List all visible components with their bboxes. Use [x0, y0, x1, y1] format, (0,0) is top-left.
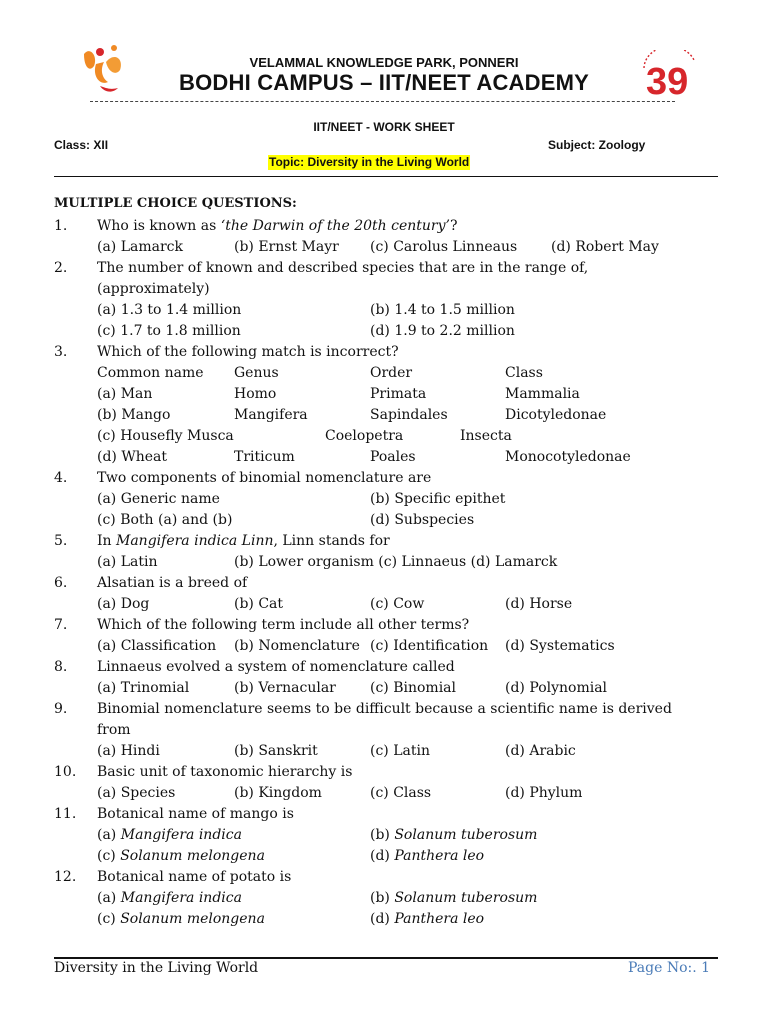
- table-cell: Poales: [370, 449, 416, 465]
- table-cell: Monocotyledonae: [505, 449, 631, 465]
- option-d: (d) Subspecies: [370, 512, 475, 528]
- option-a: (a) 1.3 to 1.4 million: [97, 302, 242, 318]
- option-d: (d) Panthera leo: [370, 848, 485, 864]
- question-number: 11.: [54, 806, 77, 822]
- table-cell: Coelopetra: [325, 428, 404, 444]
- question-text: The number of known and described species that are in the range of,: [97, 260, 589, 276]
- table-cell: (b) Mango: [97, 407, 171, 423]
- question-text: Alsatian is a breed of: [97, 575, 248, 591]
- question-number: 3.: [54, 344, 68, 360]
- option-c: (c) Solanum melongena: [97, 911, 265, 927]
- option-c: (c) Carolus Linneaus: [370, 239, 518, 255]
- option-d: (d) Systematics: [505, 638, 615, 654]
- option-d: (d) Phylum: [505, 785, 583, 801]
- option-d: (d) Horse: [505, 596, 573, 612]
- campus-name: BODHI CAMPUS – IIT/NEET ACADEMY: [179, 70, 589, 95]
- subject-label: Subject: Zoology: [548, 138, 646, 152]
- question-number: 6.: [54, 575, 68, 591]
- option-a: (a) Generic name: [97, 491, 220, 507]
- table-cell: Homo: [234, 386, 277, 402]
- table-header-cell: Class: [505, 365, 543, 381]
- table-cell: (a) Man: [97, 386, 153, 402]
- header-divider: [90, 101, 675, 102]
- header-rule: [54, 176, 718, 177]
- question-number: 4.: [54, 470, 68, 486]
- option-a: (a) Lamarck: [97, 239, 184, 255]
- table-cell: Dicotyledonae: [505, 407, 607, 423]
- option-c: (c) Class: [370, 785, 432, 801]
- option-a: (a) Dog: [97, 596, 150, 612]
- option-b: (b) Specific epithet: [370, 491, 506, 507]
- option-b: (b) Nomenclature: [234, 638, 360, 654]
- option-b: (b) Sanskrit: [234, 743, 318, 759]
- question-number: 8.: [54, 659, 68, 675]
- question-text: In Mangifera indica Linn, Linn stands for: [97, 533, 390, 549]
- option-d: (d) Robert May: [551, 239, 659, 255]
- option-b: (b) Solanum tuberosum: [370, 827, 538, 843]
- table-cell: (c) Housefly Musca: [97, 428, 234, 444]
- question-number: 10.: [54, 764, 77, 780]
- option-b: (b) Kingdom: [234, 785, 322, 801]
- table-header-cell: Order: [370, 365, 413, 381]
- option-c: (c) 1.7 to 1.8 million: [97, 323, 241, 339]
- option-a: (a) Mangifera indica: [97, 827, 242, 843]
- question-text: Linnaeus evolved a system of nomenclature called: [97, 659, 455, 675]
- option-b: (b) Cat: [234, 596, 284, 612]
- option-d: (d) Arabic: [505, 743, 576, 759]
- section-title: MULTIPLE CHOICE QUESTIONS:: [54, 196, 297, 211]
- question-text: Who is known as ‘the Darwin of the 20th century’?: [97, 218, 458, 234]
- question-number: 2.: [54, 260, 68, 276]
- worksheet-title: IIT/NEET - WORK SHEET: [313, 120, 455, 134]
- logo-badge-number: 39: [646, 61, 689, 100]
- option-a: (a) Species: [97, 785, 176, 801]
- option-a: (a) Trinomial: [97, 680, 190, 696]
- table-header-cell: Genus: [234, 365, 279, 381]
- option-c: (c) Solanum melongena: [97, 848, 265, 864]
- class-label: Class: XII: [54, 138, 109, 152]
- option-b-c-d: (b) Lower organism (c) Linnaeus (d) Lamarck: [234, 554, 558, 570]
- option-a: (a) Latin: [97, 554, 158, 570]
- option-c: (c) Both (a) and (b): [97, 512, 233, 528]
- table-cell: Mammalia: [505, 386, 580, 402]
- page-number: Page No:. 1: [628, 960, 711, 976]
- question-text: Basic unit of taxonomic hierarchy is: [97, 764, 353, 780]
- school-name: VELAMMAL KNOWLEDGE PARK, PONNERI: [249, 55, 519, 70]
- topic-label: Topic: Diversity in the Living World: [269, 155, 470, 169]
- question-text-continued: from: [97, 722, 131, 738]
- option-a: (a) Mangifera indica: [97, 890, 242, 906]
- question-number: 5.: [54, 533, 68, 549]
- table-cell: (d) Wheat: [97, 449, 167, 465]
- option-d: (d) 1.9 to 2.2 million: [370, 323, 515, 339]
- question-text: Which of the following match is incorrect?: [97, 344, 399, 360]
- option-d: (d) Polynomial: [505, 680, 608, 696]
- table-cell: Insecta: [460, 428, 512, 444]
- option-c: (c) Cow: [370, 596, 425, 612]
- table-header-cell: Common name: [97, 365, 204, 381]
- option-b: (b) Ernst Mayr: [234, 239, 339, 255]
- question-number: 7.: [54, 617, 68, 633]
- table-cell: Triticum: [234, 449, 295, 465]
- table-cell: Sapindales: [370, 407, 448, 423]
- option-c: (c) Latin: [370, 743, 430, 759]
- question-text: Two components of binomial nomenclature are: [97, 470, 432, 486]
- question-text: Botanical name of mango is: [97, 806, 294, 822]
- option-c: (c) Binomial: [370, 680, 457, 696]
- option-d: (d) Panthera leo: [370, 911, 485, 927]
- option-b: (b) 1.4 to 1.5 million: [370, 302, 515, 318]
- option-b: (b) Vernacular: [234, 680, 336, 696]
- question-text: Botanical name of potato is: [97, 869, 292, 885]
- footer-rule: [54, 957, 718, 959]
- option-a: (a) Hindi: [97, 743, 160, 759]
- question-text-continued: (approximately): [97, 281, 210, 297]
- question-text: Which of the following term include all other terms?: [97, 617, 470, 633]
- option-b: (b) Solanum tuberosum: [370, 890, 538, 906]
- option-c: (c) Identification: [370, 638, 489, 654]
- question-number: 9.: [54, 701, 68, 717]
- table-cell: Primata: [370, 386, 427, 402]
- question-text: Binomial nomenclature seems to be difficult because a scientific name is derived: [97, 701, 672, 717]
- footer-title: Diversity in the Living World: [54, 960, 259, 976]
- option-a: (a) Classification: [97, 638, 217, 654]
- table-cell: Mangifera: [234, 407, 308, 423]
- question-number: 12.: [54, 869, 77, 885]
- question-number: 1.: [54, 218, 68, 234]
